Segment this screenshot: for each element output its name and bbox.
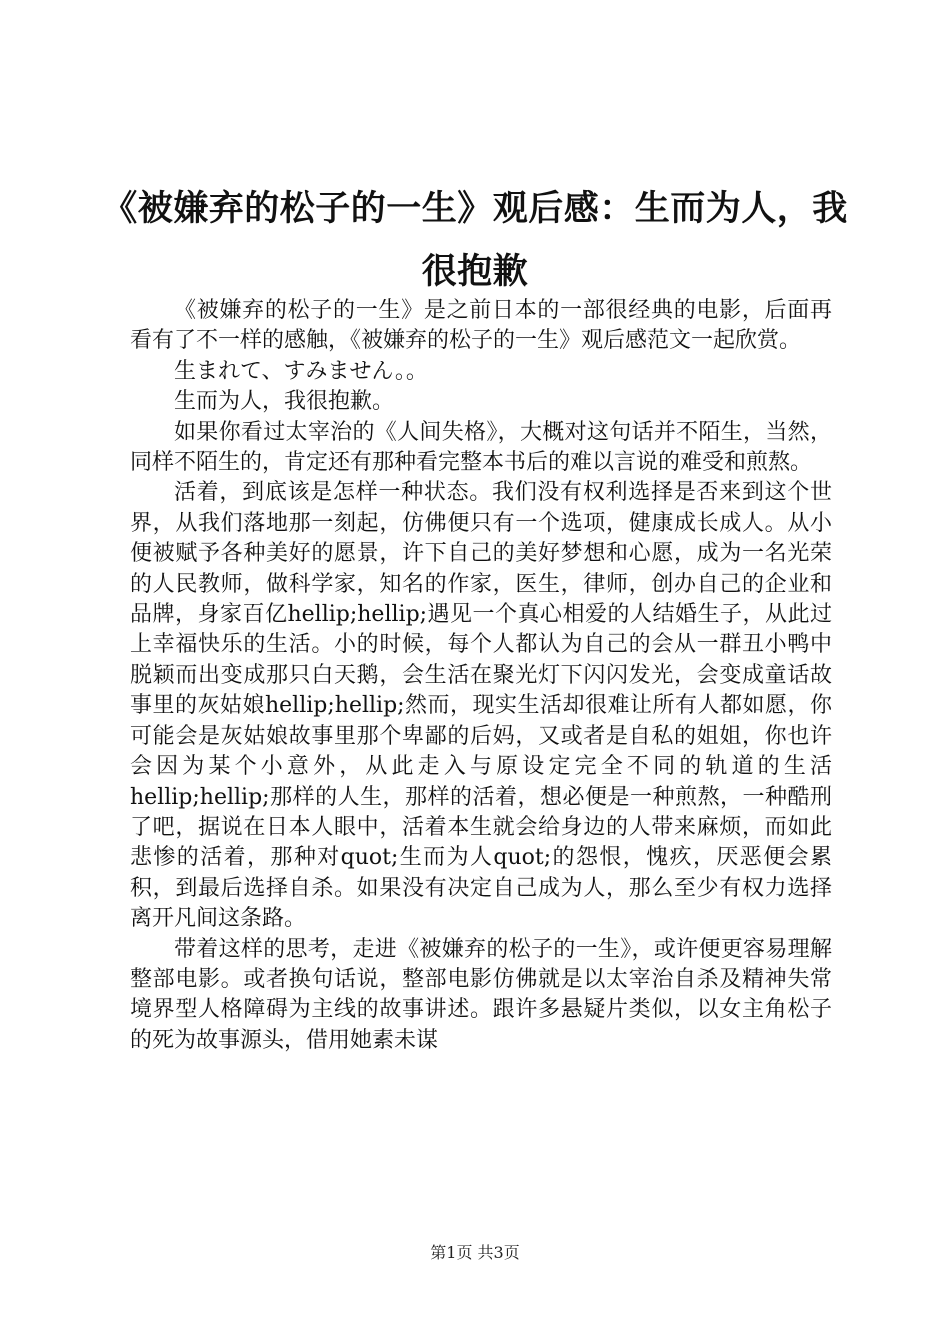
paragraph: 生而为人，我很抱歉。 xyxy=(174,389,395,415)
paragraph: 如果你看过太宰治的《人间失格》，大概对这句话并不陌生，当然，同样不陌生的，肯定还有那种看完整本书后的难以言说的难受和煎熬。 xyxy=(130,419,832,476)
document-body xyxy=(130,296,832,1056)
document-title: 《被嫌弃的松子的一生》观后感：生而为人，我很抱歉 xyxy=(102,189,848,292)
page-number-footer: 第1页 共3页 xyxy=(430,1243,520,1262)
paragraph: 活着，到底该是怎样一种状态。我们没有权利选择是否来到这个世界，从我们落地那一刻起，仿佛便只有一个选项，健康成长成人。从小便被赋予各种美好的愿景，许下自己的美好梦想和心愿，成为一名光荣的人民教师，做科学家，知名的作家，医生，律师，创办自己的企业和品牌，身家百亿hellip;hellip;遇见一个真心相爱的人结婚生子，从此过上幸福快乐的生活。小的时候，每个人都认为自己的会从一群丑小鸭中脱颖而出变成那只白天鹅，会生活在聚光灯下闪闪发光，会变成童话故事里的灰姑娘hellip;hellip;然而，现实生活却很难让所有人都如愿，你可能会是灰姑娘故事里那个卑鄙的后妈，又或者是自私的姐姐，你也许会因为某个小意外，从此走入与原设定完全不同的轨道的生活hellip;hellip;那样的人生，那样的活着，想必便是一种煎熬，一种酷刑了吧，据说在日本人眼中，活着本生就会给身边的人带来麻烦，而如此悲惨的活着，那种对quot;生而为人quot;的怨恨，愧疚，厌恶便会累积，到最后选择自杀。如果没有决定自己成为人，那么至少有权力选择离开凡间这条路。 xyxy=(130,480,832,932)
paragraph: 带着这样的思考，走进《被嫌弃的松子的一生》，或许便更容易理解整部电影。或者换句话说，整部电影仿佛就是以太宰治自杀及精神失常境界型人格障碍为主线的故事讲述。跟许多悬疑片类似，以女主角松子的死为故事源头，借用她素未谋 xyxy=(130,936,832,1053)
paragraph: 生まれて、すみません。。 xyxy=(174,358,428,384)
paragraph: 《被嫌弃的松子的一生》是之前日本的一部很经典的电影，后面再看有了不一样的感触，《被嫌弃的松子的一生》观后感范文一起欣赏。 xyxy=(130,298,832,354)
